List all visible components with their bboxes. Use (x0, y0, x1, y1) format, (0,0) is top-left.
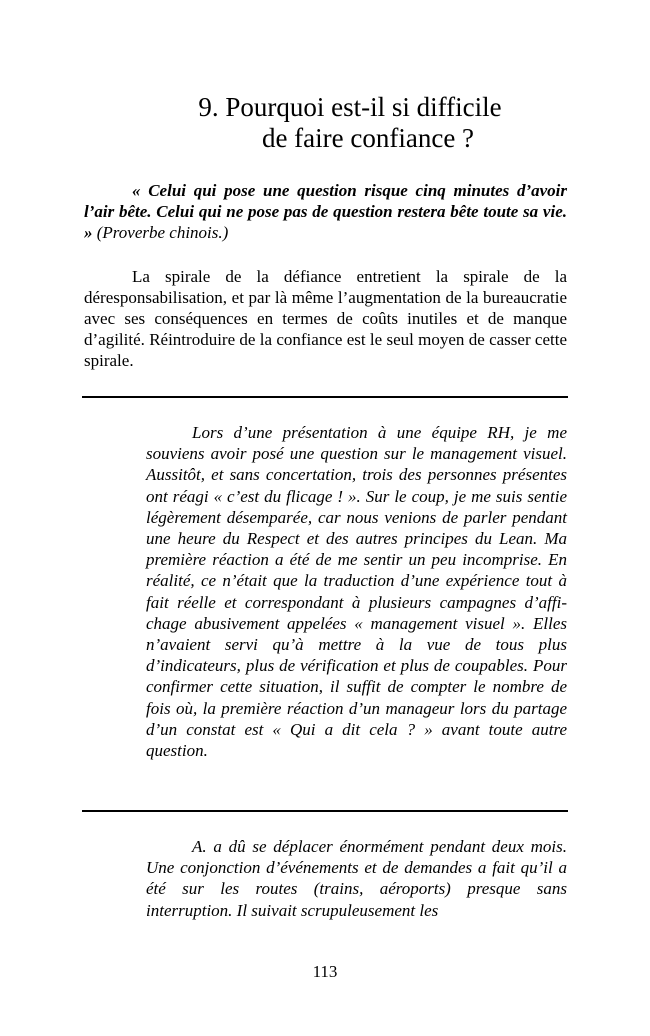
page-number: 113 (312, 962, 338, 981)
epigraph-quote: « Celui qui pose une question risque cinq minutes d’avoir l’air bête. Celui qui ne pose pas de question restera bête toute sa vie. » (84, 181, 567, 242)
chapter-title (120, 92, 580, 154)
anecdote-box-2 (146, 836, 567, 921)
epigraph-source: (Proverbe chinois.) (96, 223, 229, 242)
epigraph (84, 180, 567, 243)
anecdote-text-1: Lors d’une présentation à une équipe RH, je me souviens avoir posé une question sur le management visuel. Aussitôt, et sans concertation, trois des personnes présentes ont réagi « c’est du flicage ! ». Sur le coup, je me suis sentie légèrement désemparée, car nous venions de parler pendant une heure du Respect et des autres principes du Lean. Ma première réaction a été de me sentir un peu incomprise. En réalité, ce n’était que la traduction d’une expérience tout à fait réelle et correspondant à plusieurs campagnes d’affi-chage abusivement appelées « management visuel ». Elles n’avaient servi qu’à mettre à la vue de tous plus d’indicateurs, plus de vérification et plus de coupables. Pour confirmer cette situation, il suffit de compter le nombre de fois où, la première réaction d’un manageur lors du partage d’un constat est « Qui a dit cela ? » avant toute autre question. (146, 423, 567, 761)
anecdote-box-1 (146, 422, 567, 761)
chapter-title-line1: 9. Pourquoi est-il si difficile (198, 92, 502, 122)
body-paragraph: La spirale de la défiance entretient la spirale de la déresponsabilisation, et par là même l’augmentation de la bureaucratie avec ses conséquences en termes de coûts inutiles et de manque d’agilité. Réintroduire de la confiance est le seul moyen de casser cette spirale. (84, 267, 567, 370)
anecdote-text-2: A. a dû se déplacer énormément pendant deux mois. Une conjonction d’événements et de demandes a fait qu’il a été sur les routes (trains, aéroports) presque sans interruption. Il suivait scrupuleusement les (146, 837, 567, 920)
section-divider-1 (82, 396, 568, 398)
chapter-title-line2: de faire confiance ? (261, 123, 475, 153)
section-divider-2 (82, 810, 568, 812)
